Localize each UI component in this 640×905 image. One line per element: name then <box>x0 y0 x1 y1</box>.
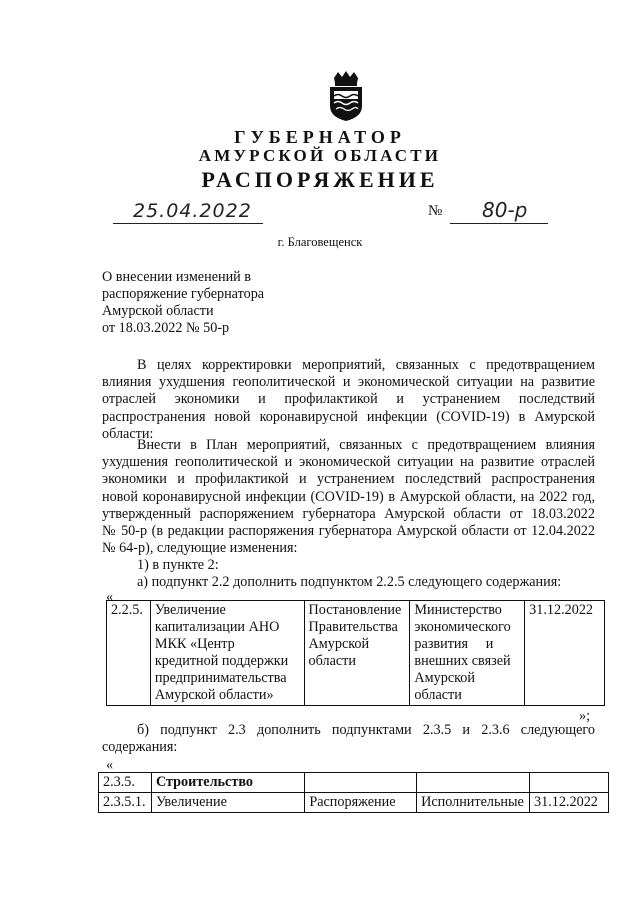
document-number: 80-р <box>482 198 528 222</box>
city: г. Благовещенск <box>277 235 363 249</box>
text-line: экономики и профилактикой и устранением последствий распространения <box>102 471 595 488</box>
document-date: 25.04.2022 <box>133 200 252 222</box>
text-line: влияния ухудшения геополитической и экономической ситуации на развитие <box>102 374 595 391</box>
table-row <box>107 601 605 706</box>
cell-executor <box>410 601 525 706</box>
cell-measure: Строительство <box>151 773 304 793</box>
cell-line: Увеличение <box>154 602 226 618</box>
close-quote: »; <box>579 708 591 724</box>
text-line: распространения новой коронавирусной инфекции (COVID-19) в Амурской <box>102 408 595 425</box>
text-line: новой коронавирусной инфекции (COVID-19) в Амурской области, на 2022 год, <box>102 488 595 505</box>
cell-deadline: 31.12.2022 <box>530 793 609 813</box>
resolution-paragraph <box>102 437 595 557</box>
subject-line: от 18.03.2022 № 50-р <box>102 320 230 336</box>
table-row <box>99 793 609 813</box>
cell-executor <box>417 773 530 793</box>
cell-line: внешних связей <box>414 653 511 669</box>
date-underline <box>113 223 263 224</box>
cell-line: кредитной поддержки <box>154 653 289 669</box>
text-line: Внести в План мероприятий, связанных с предотвращением влияния <box>137 437 595 453</box>
issuer-region: АМУРСКОЙ ОБЛАСТИ <box>198 146 442 165</box>
table-2-3-5 <box>98 772 609 813</box>
cell-line: Амурской <box>414 670 475 686</box>
coat-of-arms-icon <box>326 70 366 122</box>
item-a: а) подпункт 2.2 дополнить подпунктом 2.2.5 следующего содержания: <box>137 574 562 590</box>
cell-line: Правительства <box>308 619 398 635</box>
preamble-paragraph <box>102 357 595 443</box>
cell-executor: Исполнительные <box>417 793 530 813</box>
cell-line: МКК «Центр <box>154 636 235 652</box>
cell-line: Амурской <box>308 636 370 652</box>
cell-line: Постановление <box>308 602 402 618</box>
number-underline <box>450 223 548 224</box>
cell-document: Распоряжение <box>305 793 417 813</box>
text-line: В целях корректировки мероприятий, связанных с предотвращением <box>137 357 595 373</box>
text-line: области: <box>102 425 154 442</box>
cell-deadline <box>530 773 609 793</box>
subject-line: распоряжение губернатора <box>102 286 265 302</box>
cell-line: развития и <box>414 636 494 652</box>
cell-line: предпринимательства <box>154 670 287 686</box>
issuer-title: ГУБЕРНАТОР <box>234 127 406 147</box>
document-type: РАСПОРЯЖЕНИЕ <box>201 167 439 192</box>
text-line: отраслей экономики и профилактикой и устранением последствий <box>102 391 595 408</box>
cell-deadline: 31.12.2022 <box>525 601 605 706</box>
table-row <box>99 773 609 793</box>
document-subject <box>102 269 264 337</box>
cell-number: 2.3.5. <box>99 773 152 793</box>
cell-line: области <box>414 687 462 703</box>
open-quote: « <box>106 589 114 605</box>
subject-line: О внесении изменений в <box>102 269 252 285</box>
subject-line: Амурской области <box>102 303 214 319</box>
cell-measure: Увеличение <box>151 793 304 813</box>
text-line: содержания: <box>102 739 178 756</box>
cell-number: 2.2.5. <box>107 601 151 706</box>
text-line: б) подпункт 2.3 дополнить подпунктами 2.3.5 и 2.3.6 следующего <box>137 722 595 738</box>
item-b <box>102 722 595 756</box>
cell-document <box>304 601 410 706</box>
cell-measure <box>150 601 304 706</box>
number-label: № <box>428 203 443 219</box>
text-line: утвержденный распоряжением губернатора Амурской области от 18.03.2022 <box>102 505 595 522</box>
cell-line: Министерство <box>414 602 502 618</box>
item-1: 1) в пункте 2: <box>137 557 219 573</box>
table-2-2-5 <box>106 600 605 706</box>
cell-number: 2.3.5.1. <box>99 793 152 813</box>
open-quote: « <box>106 757 114 773</box>
text-line: № 64-р), следующие изменения: <box>102 540 298 557</box>
cell-line: капитализации АНО <box>154 619 280 635</box>
text-line: № 50-р (в редакции распоряжения губернатора Амурской области от 12.04.2022 <box>102 523 595 540</box>
cell-line: области <box>308 653 356 669</box>
cell-line: экономического <box>414 619 511 635</box>
text-line: ухудшения геополитической и экономической ситуации на развитие отраслей <box>102 454 595 471</box>
cell-line: Амурской области» <box>154 687 274 703</box>
cell-document <box>305 773 417 793</box>
